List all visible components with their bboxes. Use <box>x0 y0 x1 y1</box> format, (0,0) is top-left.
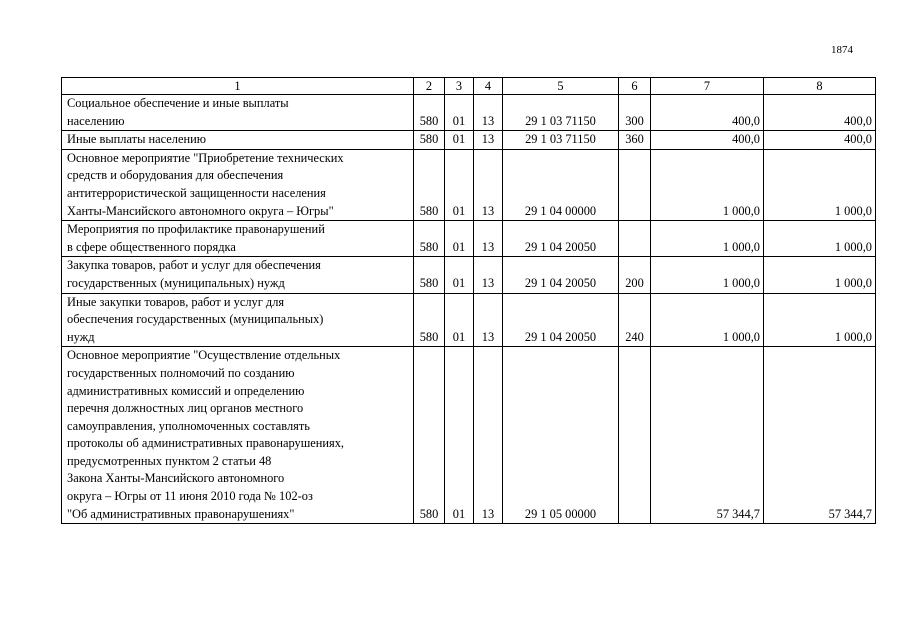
amount-col7-cell: 1 000,0 <box>651 149 764 220</box>
table-row <box>62 95 876 131</box>
table-row <box>62 347 876 524</box>
amount-col7-cell: 400,0 <box>651 95 764 131</box>
budget-table <box>61 77 876 524</box>
expense-type-code-cell: 300 <box>619 95 651 131</box>
amount-col8-cell: 1 000,0 <box>764 221 876 257</box>
section-code-cell: 580 <box>414 131 445 150</box>
header-cell: 3 <box>445 78 474 95</box>
row-name-cell: Иные выплаты населению <box>62 131 414 150</box>
section-code-cell: 580 <box>414 149 445 220</box>
amount-col7-cell: 1 000,0 <box>651 221 764 257</box>
row-name-cell: Мероприятия по профилактике правонарушений в сфере общественного порядка <box>62 221 414 257</box>
subsection-code-cell: 01 <box>445 149 474 220</box>
subsection-code-cell: 01 <box>445 293 474 347</box>
target-item-code-cell: 29 1 03 71150 <box>503 131 619 150</box>
amount-col8-cell: 400,0 <box>764 131 876 150</box>
expense-type-code-cell <box>619 347 651 524</box>
header-cell: 5 <box>503 78 619 95</box>
header-cell: 8 <box>764 78 876 95</box>
amount-col8-cell: 1 000,0 <box>764 293 876 347</box>
target-item-code-cell: 29 1 04 20050 <box>503 221 619 257</box>
amount-col8-cell: 57 344,7 <box>764 347 876 524</box>
header-row <box>62 78 876 95</box>
amount-col7-cell: 57 344,7 <box>651 347 764 524</box>
section-detail-code-cell: 13 <box>474 95 503 131</box>
subsection-code-cell: 01 <box>445 95 474 131</box>
header-cell: 1 <box>62 78 414 95</box>
header-cell: 7 <box>651 78 764 95</box>
row-name-cell: Закупка товаров, работ и услуг для обеспечения государственных (муниципальных) нужд <box>62 257 414 293</box>
page-number: 1874 <box>831 44 853 56</box>
table-row <box>62 221 876 257</box>
section-detail-code-cell: 13 <box>474 221 503 257</box>
section-code-cell: 580 <box>414 293 445 347</box>
subsection-code-cell: 01 <box>445 221 474 257</box>
target-item-code-cell: 29 1 04 20050 <box>503 293 619 347</box>
row-name-cell: Иные закупки товаров, работ и услуг для обеспечения государственных (муниципальных) нужд <box>62 293 414 347</box>
section-code-cell: 580 <box>414 257 445 293</box>
target-item-code-cell: 29 1 04 00000 <box>503 149 619 220</box>
section-detail-code-cell: 13 <box>474 293 503 347</box>
expense-type-code-cell: 240 <box>619 293 651 347</box>
subsection-code-cell: 01 <box>445 131 474 150</box>
table-row <box>62 131 876 150</box>
amount-col7-cell: 1 000,0 <box>651 293 764 347</box>
row-name-cell: Основное мероприятие "Приобретение технических средств и оборудования для обеспечения антитеррористической защищенности населения Ханты-Мансийского автономного округа – Югры" <box>62 149 414 220</box>
section-detail-code-cell: 13 <box>474 149 503 220</box>
section-detail-code-cell: 13 <box>474 347 503 524</box>
amount-col7-cell: 400,0 <box>651 131 764 150</box>
section-detail-code-cell: 13 <box>474 131 503 150</box>
amount-col7-cell: 1 000,0 <box>651 257 764 293</box>
header-cell: 4 <box>474 78 503 95</box>
expense-type-code-cell: 200 <box>619 257 651 293</box>
section-code-cell: 580 <box>414 95 445 131</box>
section-detail-code-cell: 13 <box>474 257 503 293</box>
header-cell: 2 <box>414 78 445 95</box>
table-row <box>62 293 876 347</box>
section-code-cell: 580 <box>414 347 445 524</box>
section-code-cell: 580 <box>414 221 445 257</box>
row-name-cell: Социальное обеспечение и иные выплаты населению <box>62 95 414 131</box>
expense-type-code-cell: 360 <box>619 131 651 150</box>
target-item-code-cell: 29 1 04 20050 <box>503 257 619 293</box>
subsection-code-cell: 01 <box>445 347 474 524</box>
amount-col8-cell: 1 000,0 <box>764 257 876 293</box>
amount-col8-cell: 1 000,0 <box>764 149 876 220</box>
row-name-cell: Основное мероприятие "Осуществление отдельных государственных полномочий по созданию административных комиссий и определению перечня должностных лиц органов местного самоуправления, уполномоченных составлять протоколы об административных правонарушениях, предусмотренных пунктом 2 статьи 48 Закона Ханты-Мансийского автономного округа – Югры от 11 июня 2010 года № 102-оз "Об административных правонарушениях" <box>62 347 414 524</box>
subsection-code-cell: 01 <box>445 257 474 293</box>
amount-col8-cell: 400,0 <box>764 95 876 131</box>
expense-type-code-cell <box>619 149 651 220</box>
table-row <box>62 149 876 220</box>
table-row <box>62 257 876 293</box>
target-item-code-cell: 29 1 05 00000 <box>503 347 619 524</box>
expense-type-code-cell <box>619 221 651 257</box>
header-cell: 6 <box>619 78 651 95</box>
target-item-code-cell: 29 1 03 71150 <box>503 95 619 131</box>
